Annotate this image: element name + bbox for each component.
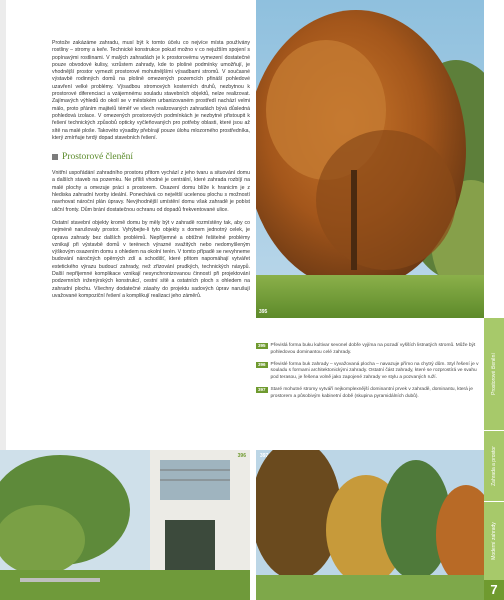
section-heading-text: Prostorové členění (62, 152, 133, 163)
caption-number: 395 (258, 343, 266, 348)
photo-mature-trees-image (256, 450, 484, 600)
tab-label: Moderní zahrady (491, 522, 497, 560)
tab-moderni-zahrady[interactable] (484, 502, 504, 581)
captions (256, 337, 484, 445)
section-heading (52, 152, 250, 162)
caption-item (256, 343, 484, 357)
caption-text: Převislé forma buk zahrady – vyvažovaná plocha – navazuje přímo na chytrý dům. Styl řešení je v souladu s formami architektonickými zahrady. Ostatní část zahrady, které se rozprostírá ve svahu pod terasou, je řešena volně jako zapojené zahrady ve stylu a pozvaných ruží. (270, 361, 479, 381)
caption-text: Staré mohutné stromy vytváří nejkomplexnější dominantní prvek v zahradě, dominantu, která je prostorem a působivým kabinetní době (skupina pyramidálních dubů). (270, 386, 473, 399)
caption-number: 396 (258, 361, 266, 367)
tab-label: Zahrada a prostor (491, 446, 497, 486)
page-number: 7 (484, 580, 504, 600)
caption-text: Převislá forma buku kultivar sevonel dobře vyjíma na pozadí vyšších listnatých stromů. Může být pohledovou dominantou celé zahrady. (270, 343, 476, 355)
heading-bullet-icon (52, 154, 58, 160)
photo-number-395: 395 (259, 309, 268, 315)
photo-modern-house (0, 450, 250, 600)
photo-modern-house-image (0, 450, 250, 600)
tab-prostorove-cleneni[interactable] (484, 318, 504, 431)
caption-item (256, 387, 484, 401)
photo-weeping-beech (256, 0, 484, 318)
paragraph-2: Vnitřní uspořádání zahradního prostoru přitom vychází z jeho tvaru a situování domu a dalších staveb na pozemku. Ne příliš vhodné je centrální, které zahrada rozbíjí na malé plochy a omezuje práci s prostorem. Osazení domu blíže k hranicím je z hlediska zahradní tvorby ideální. Ponechává co největší ucelenou plochu s možností navrhovat nároční plán úpravy. Nevýhodnější umístění domu však zahradě je pobíst uliční fronty. Dům brání dostatečnou ochranu od dopadů frekventované ulice. (52, 170, 250, 213)
caption-item (256, 362, 484, 382)
photo-weeping-beech-image (256, 0, 484, 318)
photo-number-396: 396 (237, 453, 246, 459)
photo-number-397: 397 (260, 453, 269, 459)
caption-number: 397 (258, 386, 266, 392)
photo-mature-trees (256, 450, 484, 600)
paragraph-1: Protože zakázáme zahradu, musí být k tomto účelu co nejvíce místa používány rostliny – stromy a keře. Technické konstrukce pokud možno v co nejužším spojení s popínavými rostlinami. V malých zahradách je k prostorovému vymezení dostatečné pouze obvodové kulisy, vzrůstem zahrady, kde to plošné podmínky umožňují, je vhodnější prostor vymezit prostorové mohutnějšími výsadbami stromů. V současné výstavbě rodinných domů na plošně omezených pozemcích přináší pohledové uzavření velké problémy. Výsadbou stromových kosterních druhů, nezbytnou k prostorové diferenciaci a vzájemnému souladu stavebních objektů, nelze realizovat. Zajímavých výhledů do okolí se v městském urbanizovaném prostředí nachází velmi málo, proto přáním majitelů téměř ve všech realizovaných zahradách bývá důsledná pohledová izolace. V omezených prostorových podmínkách je nezbytné přistoupit k řešení technických způsobů opticky vyčleňovaných pro potřeby oblasti, které jsou až sítě na malé ploše. Takovéto výsadby přebírají pouze úlohu mlozorného prostředníka, který zmírňuje tvrdý dopad stavebních řešení. (52, 40, 250, 141)
article-text (52, 40, 250, 306)
tab-zahrada-a-prostor[interactable] (484, 431, 504, 502)
paragraph-3: Ostatní stavební objekty kromě domu by měly být v zahradě rozmístěny tak, aby co nejméně narušovaly prostor. Vyhýbejte-li tyto objekty s domem jednotný celek, je úprava zahrady bez dalších problémů. Nepříjemné a obtížné řešitelné problémy vznikají při výstavbě domů v terénech výrazné svažitých nebo nedomyšleným výškovým osazením domu s ohledem na okolní terén. V tomto případě se nevyhneme budování náročných opěrných zdí a schodišť, které přitom napomáhají vytvářet estetického výrazu budoucí zahrady, než zřizování prudkých, technických násypů. Další nepříjemné komplikace vznikají nesynchronizovanou činností při projektování podzemních inženýrských konstrukcí, cestní sítě a ostatních ploch s ohledem na zahradní plochu. Všechny dodatečné zásahy do projektu sadových úprav narušují uvažované kompoziční řešení a komplikují realizaci jeho záměrů. (52, 219, 250, 299)
tab-label: Prostorové členění (491, 353, 497, 395)
